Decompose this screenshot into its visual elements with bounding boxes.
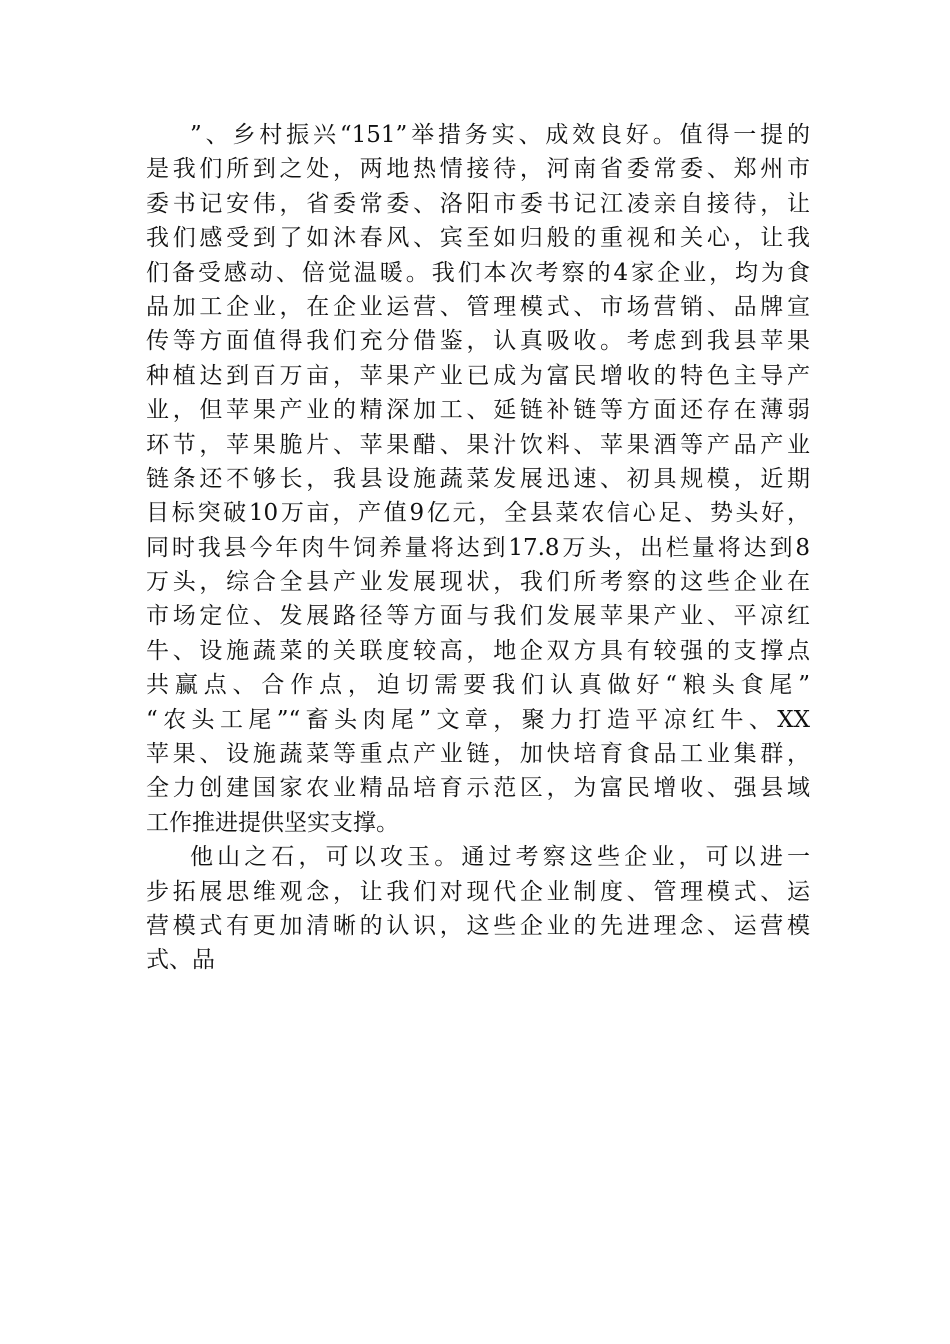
body-text xyxy=(146,118,810,978)
text-line: 品加工企业，在企业运营、管理模式、市场营销、品牌宣 xyxy=(146,293,810,320)
text-line: 营模式有更加清晰的认识，这些企业的先进理念、运营模 xyxy=(146,912,810,939)
text-line: 他山之石，可以攻玉。通过考察这些企业，可以进一 xyxy=(190,844,810,871)
text-line: 种植达到百万亩，苹果产业已成为富民增收的特色主导产 xyxy=(146,362,810,389)
text-line: 我们感受到了如沐春风、宾至如归般的重视和关心，让我 xyxy=(146,225,810,252)
text-line: 目标突破10万亩，产值9亿元，全县菜农信心足、势头好， xyxy=(146,500,810,527)
text-line: 式、品 xyxy=(146,947,215,974)
text-line: 同时我县今年肉牛饲养量将达到17.8万头，出栏量将达到8 xyxy=(146,534,810,561)
text-line: 们备受感动、倍觉温暖。我们本次考察的4家企业，均为食 xyxy=(146,259,810,286)
text-line: 链条还不够长，我县设施蔬菜发展迅速、初具规模，近期 xyxy=(146,465,810,492)
text-line: 是我们所到之处，两地热情接待，河南省委常委、郑州市 xyxy=(146,156,810,183)
text-line: 共赢点、合作点，迫切需要我们认真做好“粮头食尾” xyxy=(146,672,810,699)
text-line: 传等方面值得我们充分借鉴，认真吸收。考虑到我县苹果 xyxy=(146,328,810,355)
text-line: 工作推进提供坚实支撑。 xyxy=(146,809,399,836)
text-line: “农头工尾”“畜头肉尾”文章，聚力打造平凉红牛、XX xyxy=(146,706,810,733)
text-line: ”、乡村振兴“151”举措务实、成效良好。值得一提的 xyxy=(190,122,810,148)
text-line: 委书记安伟，省委常委、洛阳市委书记江凌亲自接待，让 xyxy=(146,190,810,217)
text-line: 环节，苹果脆片、苹果醋、果汁饮料、苹果酒等产品产业 xyxy=(146,431,810,458)
text-line: 万头，综合全县产业发展现状，我们所考察的这些企业在 xyxy=(146,569,810,596)
text-line: 牛、设施蔬菜的关联度较高，地企双方具有较强的支撑点 xyxy=(146,637,810,664)
text-line: 全力创建国家农业精品培育示范区，为富民增收、强县域 xyxy=(146,775,810,802)
text-line: 业，但苹果产业的精深加工、延链补链等方面还存在薄弱 xyxy=(146,397,810,424)
text-line: 市场定位、发展路径等方面与我们发展苹果产业、平凉红 xyxy=(146,603,810,630)
text-line: 苹果、设施蔬菜等重点产业链，加快培育食品工业集群， xyxy=(146,741,810,768)
text-line: 步拓展思维观念，让我们对现代企业制度、管理模式、运 xyxy=(146,878,810,905)
